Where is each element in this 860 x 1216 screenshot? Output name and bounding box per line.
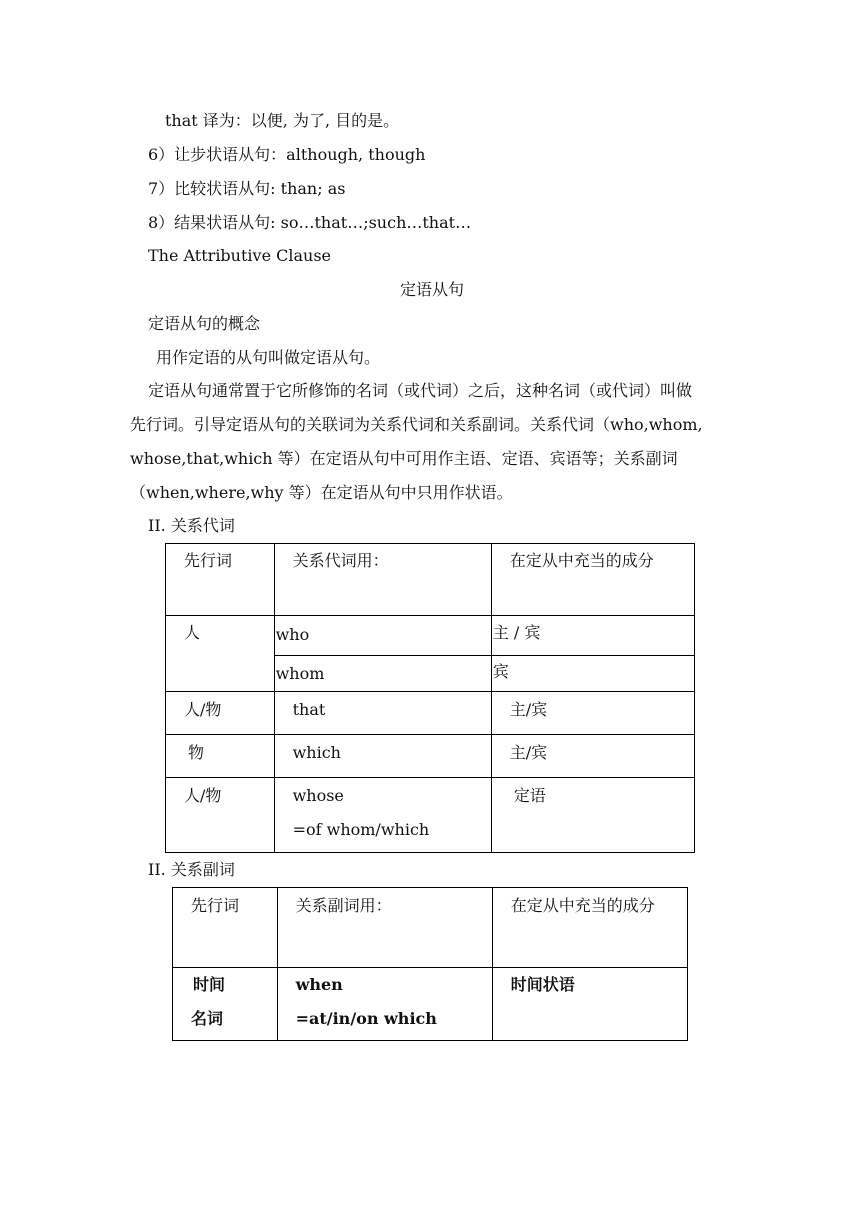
header-cell: 在定从中充当的成分: [509, 551, 654, 570]
table-cell: =at/in/on which: [295, 1009, 437, 1028]
table-cell: 定语: [513, 786, 546, 805]
table-row: [166, 616, 695, 656]
table-cell: which: [292, 743, 341, 762]
table-row: [166, 692, 695, 735]
relative-pronoun-table: [165, 543, 695, 853]
header-cell: 在定从中充当的成分: [510, 896, 655, 915]
table-cell: whose: [292, 786, 344, 805]
table-cell: 主 / 宾: [492, 623, 541, 642]
table-row: [166, 778, 695, 853]
table-cell: that: [292, 700, 326, 719]
section-heading: 定语从句: [400, 280, 465, 299]
table-cell: 主/宾: [509, 700, 548, 719]
table-cell: 物: [188, 743, 205, 762]
table-cell: whom: [275, 664, 325, 683]
table-cell: when: [295, 975, 343, 994]
text-line: 6）让步状语从句：although, though: [148, 145, 426, 164]
table-cell: 名词: [191, 1009, 224, 1028]
table-cell: who: [275, 625, 310, 644]
header-cell: 先行词: [191, 896, 240, 915]
paragraph-line: （when,where,why 等）在定语从句中只用作状语。: [130, 483, 513, 502]
paragraph-line: 先行词。引导定语从句的关联词为关系代词和关系副词。关系代词（who,whom,: [130, 415, 703, 434]
subsection-title: II. 关系副词: [148, 860, 235, 879]
text-line: 8）结果状语从句: so…that…;such…that…: [148, 213, 472, 232]
table-row: [166, 735, 695, 778]
text-line: that 译为：以便, 为了, 目的是。: [165, 111, 400, 130]
text-line: 定语从句的概念: [148, 314, 261, 333]
table-cell: 宾: [492, 662, 509, 681]
table-cell: 时间: [193, 975, 226, 994]
table-cell: 时间状语: [510, 975, 575, 994]
subsection-title: II. 关系代词: [148, 516, 235, 535]
text-line: The Attributive Clause: [148, 246, 331, 265]
table-cell: 人/物: [184, 700, 222, 719]
table-cell: 人: [184, 623, 201, 642]
table-row: [173, 968, 688, 1041]
table-cell: 人/物: [184, 786, 222, 805]
paragraph-line: 定语从句通常置于它所修饰的名词（或代词）之后，这种名词（或代词）叫做: [148, 381, 693, 400]
header-cell: 关系副词用：: [295, 896, 392, 915]
table-cell: 主/宾: [509, 743, 548, 762]
table-header-row: [173, 888, 688, 968]
relative-adverb-table: [172, 887, 688, 1041]
text-line: 用作定语的从句叫做定语从句。: [156, 348, 381, 367]
table-header-row: [166, 544, 695, 616]
text-line: 7）比较状语从句: than; as: [148, 179, 346, 198]
header-cell: 先行词: [184, 551, 233, 570]
paragraph-line: whose,that,which 等）在定语从句中可用作主语、定语、宾语等；关系副词: [130, 449, 678, 468]
header-cell: 关系代词用：: [292, 551, 389, 570]
table-cell: =of whom/which: [292, 820, 430, 839]
